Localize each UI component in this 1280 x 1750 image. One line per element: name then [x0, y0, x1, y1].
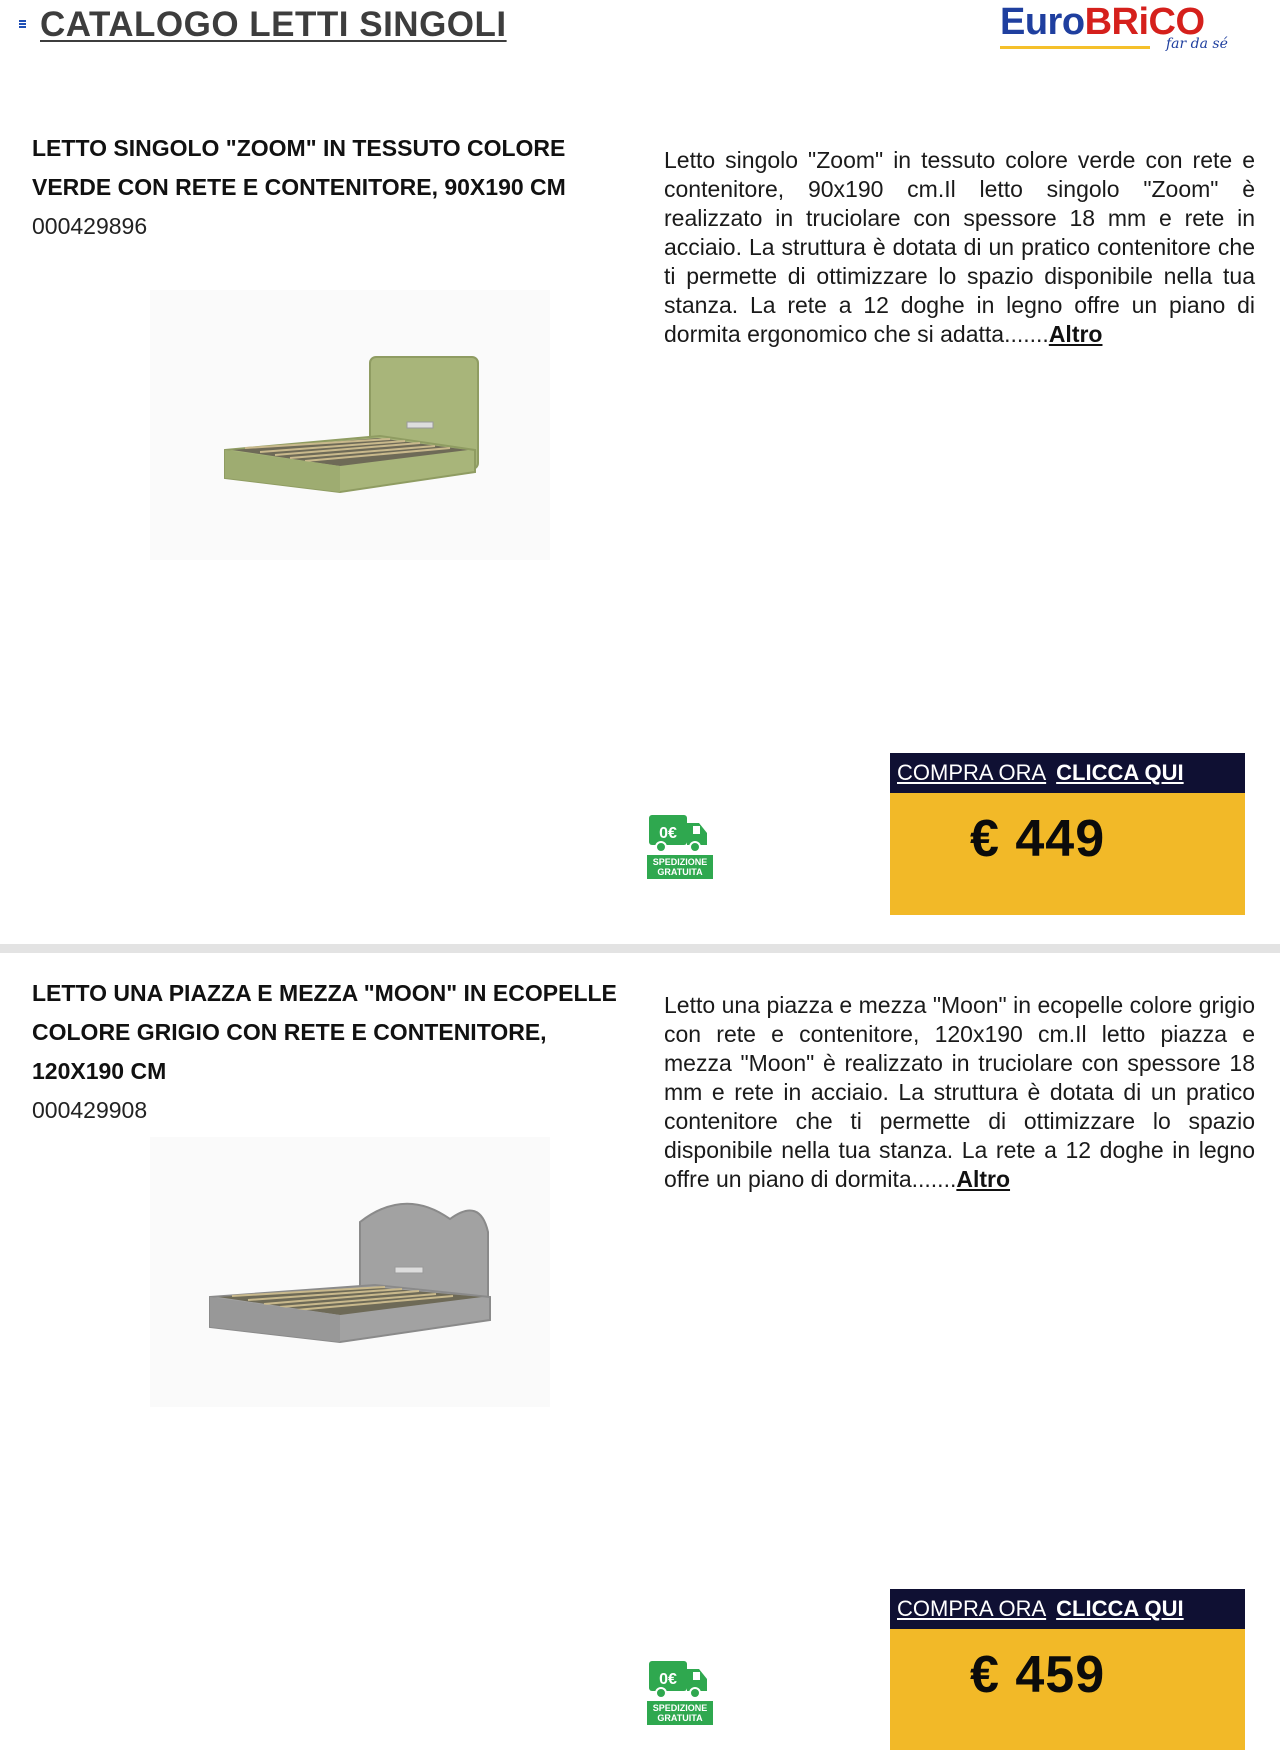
logo-brico-text: BRiCO — [1084, 1, 1205, 43]
buy-bar — [890, 1589, 1245, 1629]
buy-bar — [890, 753, 1245, 793]
product-code: 000429908 — [32, 1097, 148, 1123]
product-card-moon — [0, 953, 1280, 1750]
logo-tagline: far da sé — [1166, 36, 1228, 52]
free-shipping-badge — [647, 1659, 713, 1725]
page-title: CATALOGO LETTI SINGOLI — [40, 5, 507, 44]
product-image-bed-zoom[interactable] — [150, 290, 550, 560]
product-code: 000429896 — [32, 213, 148, 239]
shipping-label-1: SPEDIZIONE — [652, 1703, 708, 1713]
shipping-label-2: GRATUITA — [657, 1713, 703, 1723]
section-divider — [0, 944, 1280, 953]
product-description-text: Letto singolo "Zoom" in tessuto colore verde con rete e contenitore, 90x190 cm.Il letto singolo "Zoom" è realizzato in truciolare con spessore 18 mm e rete in acciaio. La struttura è dotata di un pratico contenitore che ti permette di ottimizzare lo spazio disponibile nella tua stanza. La rete a 12 doghe in legno offre un piano di dormita ergonomico che si adatta....... — [664, 147, 1255, 347]
logo-euro-text: Euro — [1000, 1, 1085, 43]
product-name-line-1: LETTO UNA PIAZZA E MEZZA "MOON" IN ECOPELLE — [32, 980, 617, 1006]
product-name-line-2: COLORE GRIGIO CON RETE E CONTENITORE, — [32, 1019, 547, 1045]
buy-now-link[interactable]: COMPRA ORA — [897, 760, 1047, 785]
price-box[interactable] — [890, 1629, 1245, 1750]
buy-box — [890, 1589, 1245, 1750]
price-box[interactable] — [890, 793, 1245, 915]
product-name — [32, 974, 622, 1091]
more-link[interactable]: Altro — [1048, 321, 1103, 347]
more-link[interactable]: Altro — [956, 1166, 1011, 1192]
product-description-text: Letto una piazza e mezza "Moon" in ecopelle colore grigio con rete e contenitore, 120x190 cm.Il letto piazza e mezza "Moon" è realizzato in truciolare con spessore 18 mm e rete in acciaio. La struttura è dotata di un pratico contenitore che ti permette di ottimizzare lo spazio disponibile nella tua stanza. La rete a 12 doghe in legno offre un piano di dormita....... — [664, 992, 1255, 1192]
buy-box — [890, 753, 1245, 915]
click-here-link[interactable]: CLICCA QUI — [1056, 1596, 1184, 1621]
product-price: € 459 — [970, 1646, 1106, 1704]
buy-now-link[interactable]: COMPRA ORA — [897, 1596, 1047, 1621]
product-name-line-1: LETTO SINGOLO "ZOOM" IN TESSUTO COLORE — [32, 135, 566, 161]
product-name-line-3: 120X190 CM — [32, 1058, 167, 1084]
shipping-label-2: GRATUITA — [657, 867, 703, 877]
shipping-price: 0€ — [659, 825, 677, 842]
product-name — [32, 129, 622, 207]
shipping-price: 0€ — [659, 1671, 677, 1688]
product-image-bed-moon[interactable] — [150, 1137, 550, 1407]
shipping-label-1: SPEDIZIONE — [652, 857, 708, 867]
free-shipping-badge — [647, 813, 713, 879]
product-price: € 449 — [970, 810, 1106, 868]
product-name-line-2: VERDE CON RETE E CONTENITORE, 90X190 CM — [32, 174, 566, 200]
click-here-link[interactable]: CLICCA QUI — [1056, 760, 1184, 785]
product-description — [664, 991, 1255, 1194]
product-description — [664, 146, 1255, 349]
